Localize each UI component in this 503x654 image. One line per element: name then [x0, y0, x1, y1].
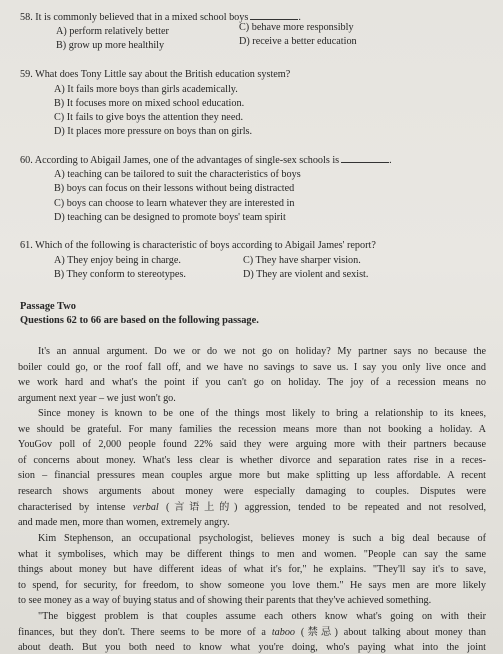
- option-d[interactable]: D) receive a better education: [239, 36, 357, 47]
- option-c[interactable]: C) boys can choose to learn whatever they are interested in: [54, 198, 295, 209]
- paragraph-line: and made men, more than women, extremely angry.: [18, 517, 230, 529]
- question-stem: 61. Which of the following is characteristic of boys according to Abigail James' report?: [20, 240, 376, 251]
- option-c[interactable]: C) They have sharper vision.: [243, 255, 361, 266]
- paragraph-line: of concerns about money. What's less clear is whether divorce and separation rates rise in a reces-: [18, 454, 486, 466]
- paragraph-line: "The biggest problem is that couples assume each others know what's going on with their: [38, 611, 486, 622]
- paragraph-line: research shows arguments about money were especially damaging to couples. Disputes were: [18, 485, 486, 497]
- option-b[interactable]: B) It focuses more on mixed school education.: [54, 98, 245, 109]
- option-c[interactable]: C) behave more responsibly: [239, 22, 354, 33]
- paragraph-line: what it symbolises, which may be different things to men and women. "People can say the same: [18, 548, 486, 560]
- option-c[interactable]: C) It fails to give boys the attention they need.: [54, 112, 243, 123]
- paragraph-line: to see money as a way of buying status and of showing their parents that they've achieved something.: [18, 595, 432, 607]
- option-b[interactable]: B) grow up more healthily: [56, 40, 165, 51]
- paragraph-line: finances, but they don't. There seems to be more of a taboo (禁忌) about talking about money than: [18, 626, 487, 638]
- option-d[interactable]: D) It places more pressure on boys than on girls.: [54, 126, 253, 137]
- paragraph-2: [18, 406, 486, 531]
- paragraph-line: we work hard and what's the point if you can't go on holiday. The joy of a recession means no: [18, 377, 486, 389]
- paragraph-line: we should be grateful. For many families the recession means more than not booking a holiday. A: [18, 423, 486, 435]
- passage-title: Passage Two: [20, 301, 76, 312]
- stem-suffix: .: [389, 155, 392, 166]
- stem-text: 58. It is commonly believed that in a mixed school boys: [20, 12, 249, 23]
- paragraph-1: [18, 344, 486, 406]
- paragraph-3: [18, 531, 486, 609]
- paragraph-line: sion – financial pressures mean couples argue more but make splitting up less affordable. A recent: [18, 470, 486, 482]
- stem-text: 60. According to Abigail James, one of the advantages of single-sex schools is: [20, 155, 340, 166]
- option-a[interactable]: A) perform relatively better: [56, 26, 169, 37]
- paragraph-line: boiler could go, or the roof fall off, and we have no savings to save us. I say you only live once and: [18, 361, 486, 373]
- paragraph-line: Since money is known to be one of the things most likely to bring a relationship to its knees,: [38, 408, 486, 419]
- question-stem: 59. What does Tony Little say about the British education system?: [20, 69, 291, 80]
- answer-blank: [250, 11, 298, 20]
- question-stem: [20, 154, 392, 167]
- option-a[interactable]: A) It fails more boys than girls academically.: [54, 84, 238, 95]
- passage-subtitle: Questions 62 to 66 are based on the following passage.: [20, 315, 259, 326]
- option-d[interactable]: D) teaching can be designed to promote boys' team spirit: [54, 212, 286, 223]
- paragraph-line: characterised by intense verbal (言语上的) aggression, tended to be repeated and not resolved,: [18, 501, 486, 513]
- answer-blank: [341, 154, 389, 163]
- option-b[interactable]: B) boys can focus on their lessons without being distracted: [54, 183, 295, 194]
- paragraph-line: about death. But you both need to know what you're doing, who's paying what into the joint: [18, 642, 486, 654]
- option-b[interactable]: B) They conform to stereotypes.: [54, 269, 186, 280]
- paragraph-line: It's an annual argument. Do we or do we not go on holiday? My partner says no because the: [38, 346, 486, 357]
- paragraph-line: argument next year – we just won't go.: [18, 392, 176, 404]
- paragraph-4: [18, 609, 486, 654]
- stem-suffix: .: [298, 12, 301, 23]
- option-a[interactable]: A) teaching can be tailored to suit the characteristics of boys: [54, 169, 301, 180]
- paragraph-line: YouGov poll of 2,000 people found 22% said they were arguing more with their partners because: [18, 439, 486, 451]
- paragraph-line: Kim Stephenson, an occupational psychologist, believes money is such a big deal because of: [38, 533, 486, 544]
- paragraph-line: to spend, for security, for freedom, to show someone you love them." He says men are more likely: [18, 579, 486, 591]
- option-a[interactable]: A) They enjoy being in charge.: [54, 255, 181, 266]
- paragraph-line: things about money but have different ideas of what it's for," he explains. "They'll say it's to save,: [18, 564, 486, 576]
- option-d[interactable]: D) They are violent and sexist.: [243, 269, 369, 280]
